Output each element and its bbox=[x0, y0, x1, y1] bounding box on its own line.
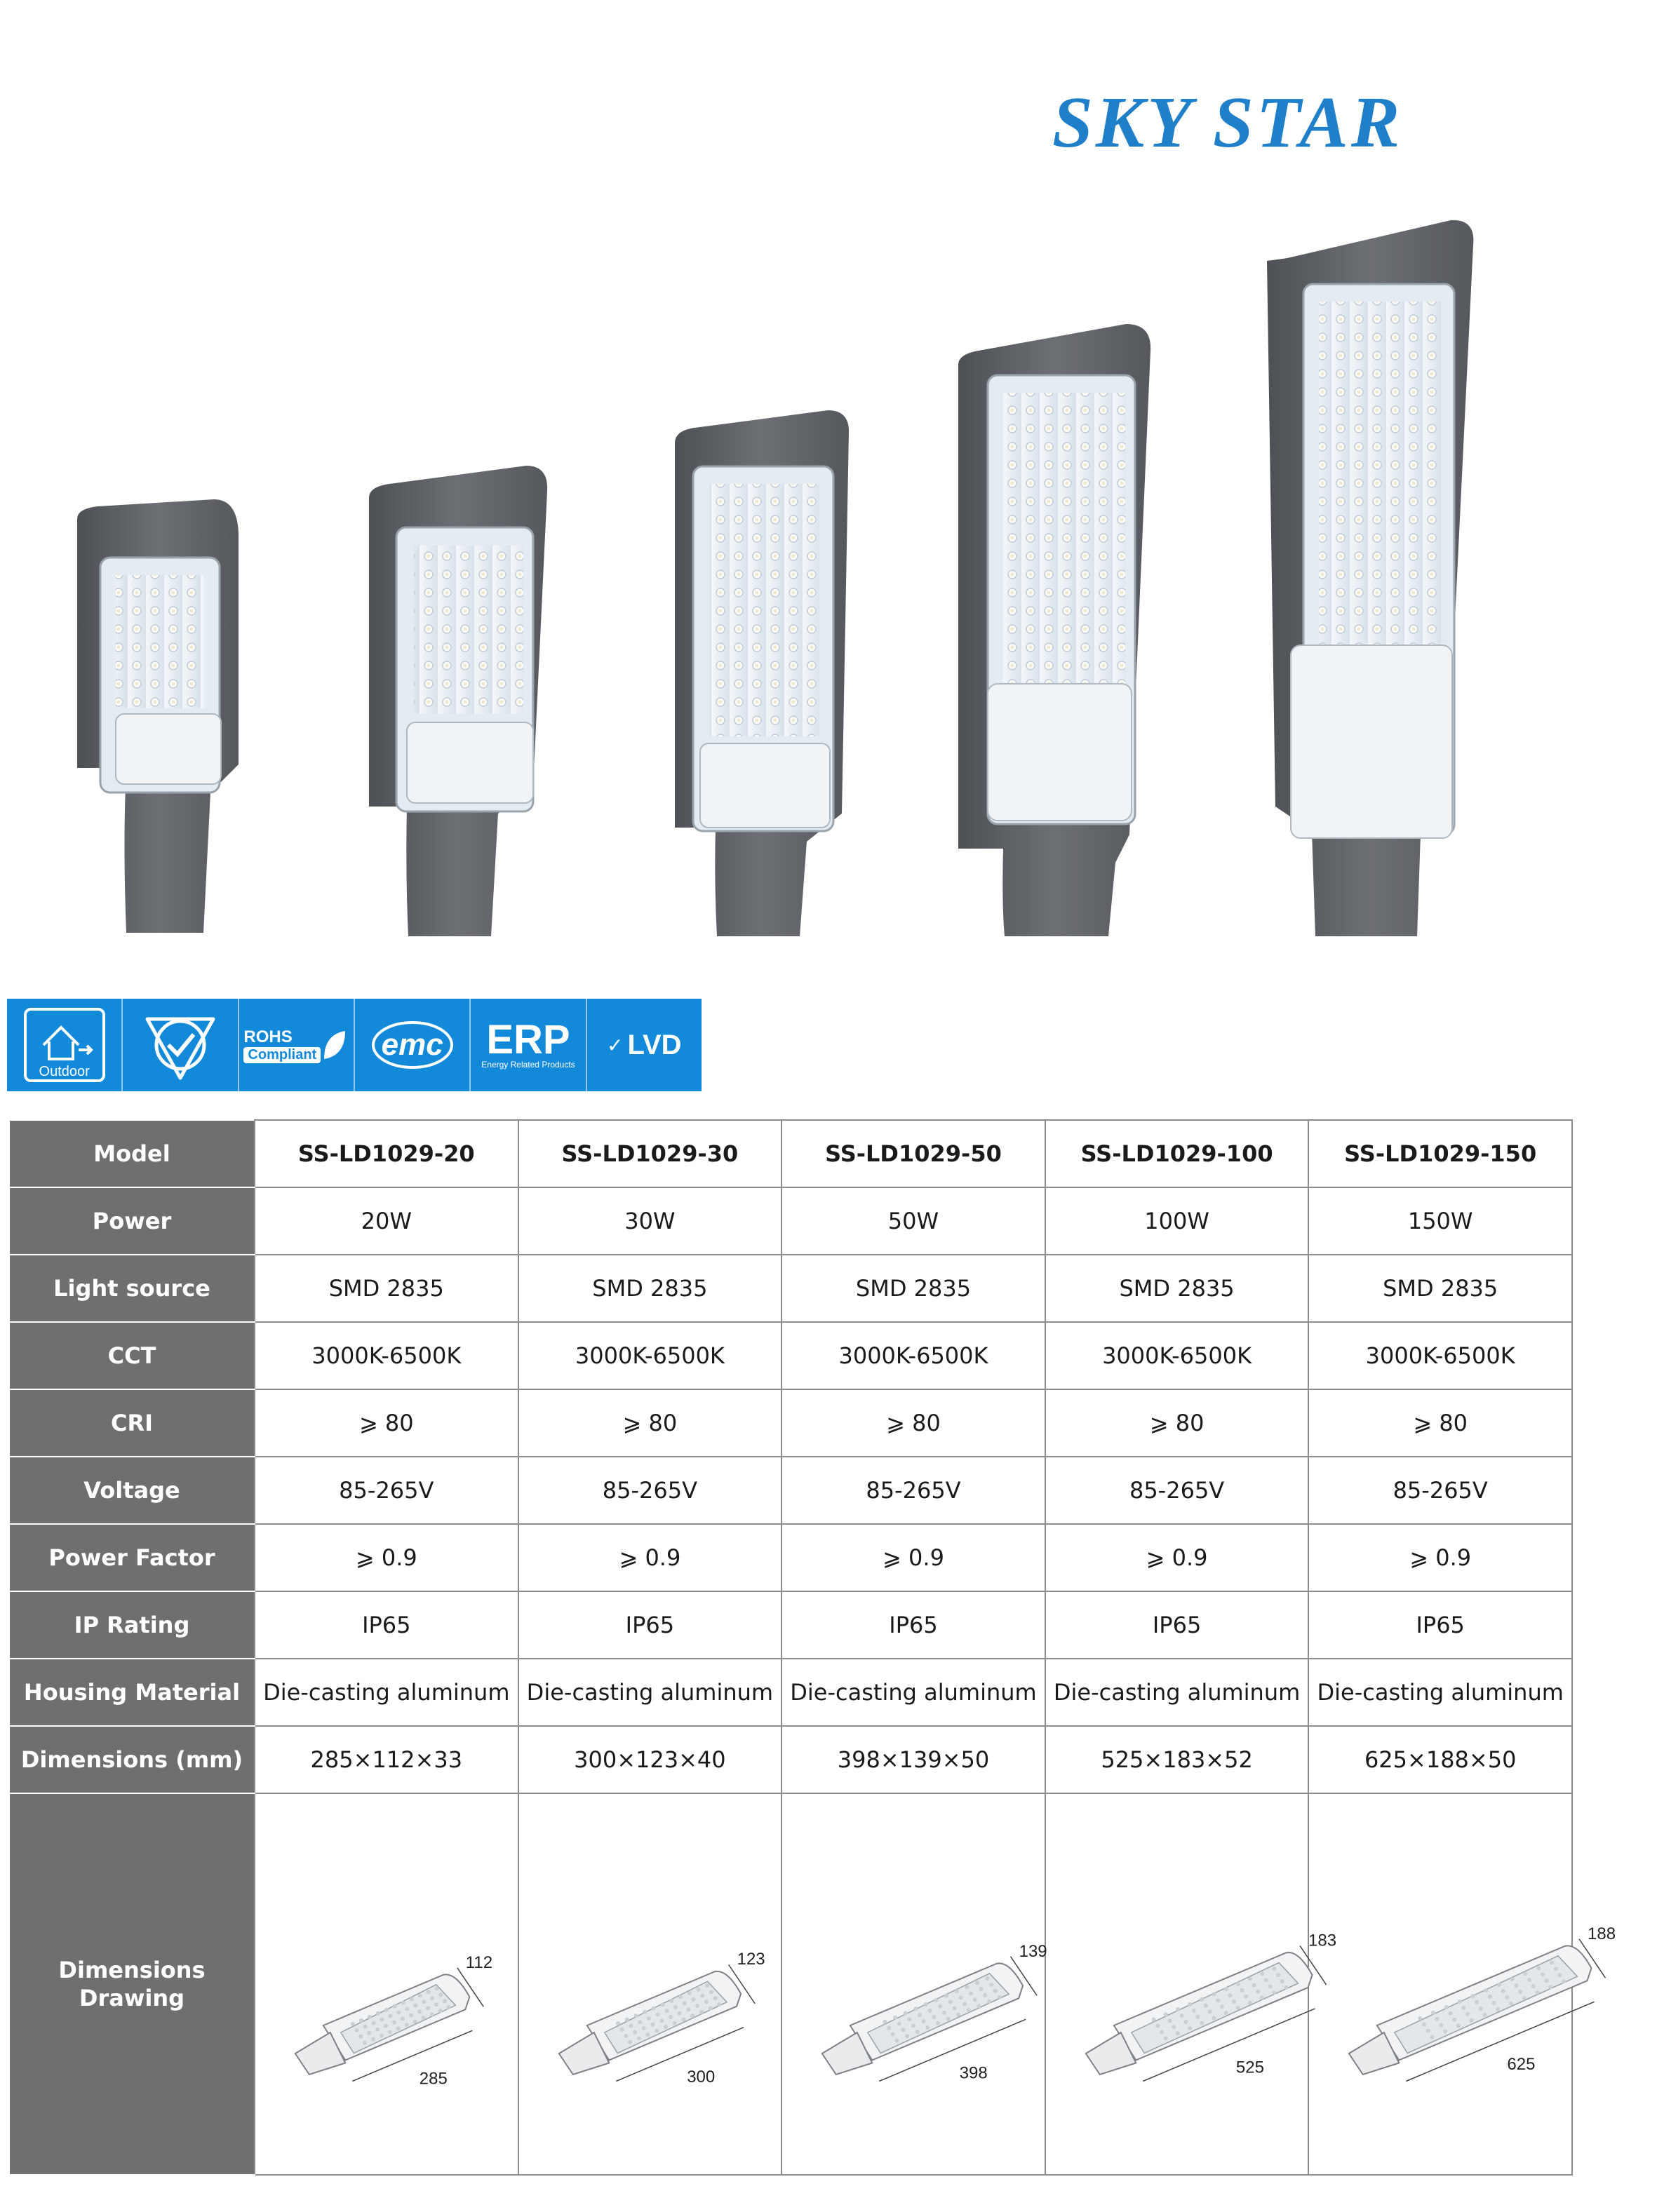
row-power-factor bbox=[9, 1524, 1572, 1591]
housing-cell: Die-casting aluminum bbox=[1308, 1659, 1572, 1726]
cct-cell: 3000K-6500K bbox=[255, 1322, 518, 1389]
drawing-header-line-2: Drawing bbox=[79, 1985, 185, 2011]
housing-cell: Die-casting aluminum bbox=[518, 1659, 782, 1726]
dimensions-cell: 300×123×40 bbox=[518, 1726, 782, 1793]
row-header-model: Model bbox=[9, 1120, 255, 1187]
power-factor-cell: ⩾ 0.9 bbox=[1308, 1524, 1572, 1591]
cct-cell: 3000K-6500K bbox=[781, 1322, 1045, 1389]
power-cell: 150W bbox=[1308, 1187, 1572, 1255]
drawing-cell bbox=[255, 1793, 518, 2175]
row-header-power: Power bbox=[9, 1187, 255, 1255]
row-drawing bbox=[9, 1793, 1572, 2175]
spec-table bbox=[8, 1119, 1616, 2176]
model-cell: SS-LD1029-100 bbox=[1045, 1120, 1309, 1187]
rohs-sub: Compliant bbox=[243, 1047, 321, 1063]
row-power bbox=[9, 1187, 1572, 1255]
row-header-cri: CRI bbox=[9, 1389, 255, 1457]
housing-cell: Die-casting aluminum bbox=[1045, 1659, 1309, 1726]
housing-cell: Die-casting aluminum bbox=[781, 1659, 1045, 1726]
row-light-source bbox=[9, 1255, 1572, 1322]
lamp-50w-photo bbox=[675, 410, 849, 936]
ip-rating-cell: IP65 bbox=[781, 1591, 1045, 1659]
outdoor-icon bbox=[7, 999, 123, 1091]
housing-cell: Die-casting aluminum bbox=[255, 1659, 518, 1726]
drawing-header-line-1: Dimensions bbox=[58, 1957, 206, 1983]
lamp-sketch bbox=[822, 1963, 1023, 2075]
row-header-housing: Housing Material bbox=[9, 1659, 255, 1726]
dimension-drawing bbox=[519, 1794, 781, 2169]
power-factor-cell: ⩾ 0.9 bbox=[518, 1524, 782, 1591]
rcm-check-icon bbox=[123, 999, 239, 1091]
width-dimension-label: 183 bbox=[1308, 1931, 1336, 1950]
lamp-sketch bbox=[1086, 1953, 1313, 2075]
lamp-20w-photo bbox=[77, 499, 239, 933]
width-dimension-label: 123 bbox=[737, 1950, 765, 1969]
drawing-cell bbox=[1308, 1793, 1616, 2175]
brand-logo bbox=[1052, 84, 1571, 161]
rohs-label: ROHS bbox=[243, 1027, 293, 1046]
dimension-drawing bbox=[782, 1794, 1045, 2169]
row-header-dimensions: Dimensions (mm) bbox=[9, 1726, 255, 1793]
cct-cell: 3000K-6500K bbox=[1308, 1322, 1572, 1389]
row-voltage bbox=[9, 1457, 1572, 1524]
dimension-drawing bbox=[1309, 1794, 1616, 2169]
cri-cell: ⩾ 80 bbox=[518, 1389, 782, 1457]
dimensions-cell: 398×139×50 bbox=[781, 1726, 1045, 1793]
power-cell: 30W bbox=[518, 1187, 782, 1255]
row-header-drawing bbox=[9, 1793, 255, 2175]
light-source-cell: SMD 2835 bbox=[518, 1255, 782, 1322]
model-cell: SS-LD1029-150 bbox=[1308, 1120, 1572, 1187]
ip-rating-cell: IP65 bbox=[518, 1591, 782, 1659]
lamp-100w-photo bbox=[958, 324, 1150, 936]
voltage-cell: 85-265V bbox=[255, 1457, 518, 1524]
erp-label: ERP bbox=[486, 1017, 570, 1063]
row-cri bbox=[9, 1389, 1572, 1457]
cri-cell: ⩾ 80 bbox=[255, 1389, 518, 1457]
power-cell: 20W bbox=[255, 1187, 518, 1255]
width-dimension-label: 139 bbox=[1019, 1941, 1047, 1961]
ip-rating-cell: IP65 bbox=[1308, 1591, 1572, 1659]
lamp-sketch bbox=[1349, 1945, 1592, 2075]
row-model bbox=[9, 1120, 1572, 1187]
light-source-cell: SMD 2835 bbox=[781, 1255, 1045, 1322]
dimensions-cell: 525×183×52 bbox=[1045, 1726, 1309, 1793]
dimension-drawing bbox=[1046, 1794, 1336, 2169]
brand-name: SKY STAR bbox=[1052, 82, 1403, 163]
row-header-power-factor: Power Factor bbox=[9, 1524, 255, 1591]
drawing-cell bbox=[781, 1793, 1045, 2175]
emc-icon bbox=[355, 999, 471, 1091]
emc-label: emc bbox=[381, 1027, 443, 1062]
power-factor-cell: ⩾ 0.9 bbox=[255, 1524, 518, 1591]
cri-cell: ⩾ 80 bbox=[1308, 1389, 1572, 1457]
model-cell: SS-LD1029-30 bbox=[518, 1120, 782, 1187]
cct-cell: 3000K-6500K bbox=[1045, 1322, 1309, 1389]
cct-cell: 3000K-6500K bbox=[518, 1322, 782, 1389]
dimensions-cell: 625×188×50 bbox=[1308, 1726, 1572, 1793]
cri-cell: ⩾ 80 bbox=[781, 1389, 1045, 1457]
length-dimension-label: 525 bbox=[1235, 2058, 1264, 2077]
rohs-leaf-icon bbox=[239, 999, 355, 1091]
voltage-cell: 85-265V bbox=[1045, 1457, 1309, 1524]
lamp-sketch bbox=[558, 1971, 740, 2075]
dimension-drawing bbox=[255, 1794, 518, 2169]
ip-rating-cell: IP65 bbox=[255, 1591, 518, 1659]
voltage-cell: 85-265V bbox=[1308, 1457, 1572, 1524]
length-dimension-label: 625 bbox=[1507, 2054, 1536, 2074]
row-housing bbox=[9, 1659, 1572, 1726]
length-dimension-label: 285 bbox=[419, 2069, 448, 2089]
model-cell: SS-LD1029-50 bbox=[781, 1120, 1045, 1187]
ip-rating-cell: IP65 bbox=[1045, 1591, 1309, 1659]
length-dimension-label: 300 bbox=[686, 2068, 715, 2087]
drawing-cell bbox=[1045, 1793, 1336, 2175]
light-source-cell: SMD 2835 bbox=[1308, 1255, 1572, 1322]
power-factor-cell: ⩾ 0.9 bbox=[781, 1524, 1045, 1591]
width-dimension-label: 188 bbox=[1588, 1924, 1616, 1943]
lamp-sketch bbox=[295, 1974, 470, 2075]
row-ip-rating bbox=[9, 1591, 1572, 1659]
power-cell: 50W bbox=[781, 1187, 1045, 1255]
row-cct bbox=[9, 1322, 1572, 1389]
lvd-label: LVD bbox=[627, 1029, 682, 1060]
drawing-cell bbox=[518, 1793, 782, 2175]
cri-cell: ⩾ 80 bbox=[1045, 1389, 1309, 1457]
lamp-150w-photo bbox=[1267, 220, 1473, 936]
voltage-cell: 85-265V bbox=[781, 1457, 1045, 1524]
row-header-cct: CCT bbox=[9, 1322, 255, 1389]
width-dimension-label: 112 bbox=[465, 1953, 493, 1972]
erp-icon bbox=[471, 999, 586, 1091]
power-factor-cell: ⩾ 0.9 bbox=[1045, 1524, 1309, 1591]
row-dimensions bbox=[9, 1726, 1572, 1793]
lvd-icon: ✓ LVD bbox=[607, 1029, 682, 1060]
dimensions-cell: 285×112×33 bbox=[255, 1726, 518, 1793]
erp-sub: Energy Related Products bbox=[481, 1060, 575, 1070]
product-lineup bbox=[0, 203, 1664, 961]
outdoor-label: Outdoor bbox=[39, 1064, 90, 1079]
length-dimension-label: 398 bbox=[959, 2063, 988, 2083]
power-cell: 100W bbox=[1045, 1187, 1309, 1255]
certification-bar bbox=[7, 999, 702, 1091]
light-source-cell: SMD 2835 bbox=[255, 1255, 518, 1322]
row-header-light-source: Light source bbox=[9, 1255, 255, 1322]
lamp-30w-photo bbox=[369, 466, 547, 936]
row-header-ip-rating: IP Rating bbox=[9, 1591, 255, 1659]
voltage-cell: 85-265V bbox=[518, 1457, 782, 1524]
model-cell: SS-LD1029-20 bbox=[255, 1120, 518, 1187]
row-header-voltage: Voltage bbox=[9, 1457, 255, 1524]
light-source-cell: SMD 2835 bbox=[1045, 1255, 1309, 1322]
